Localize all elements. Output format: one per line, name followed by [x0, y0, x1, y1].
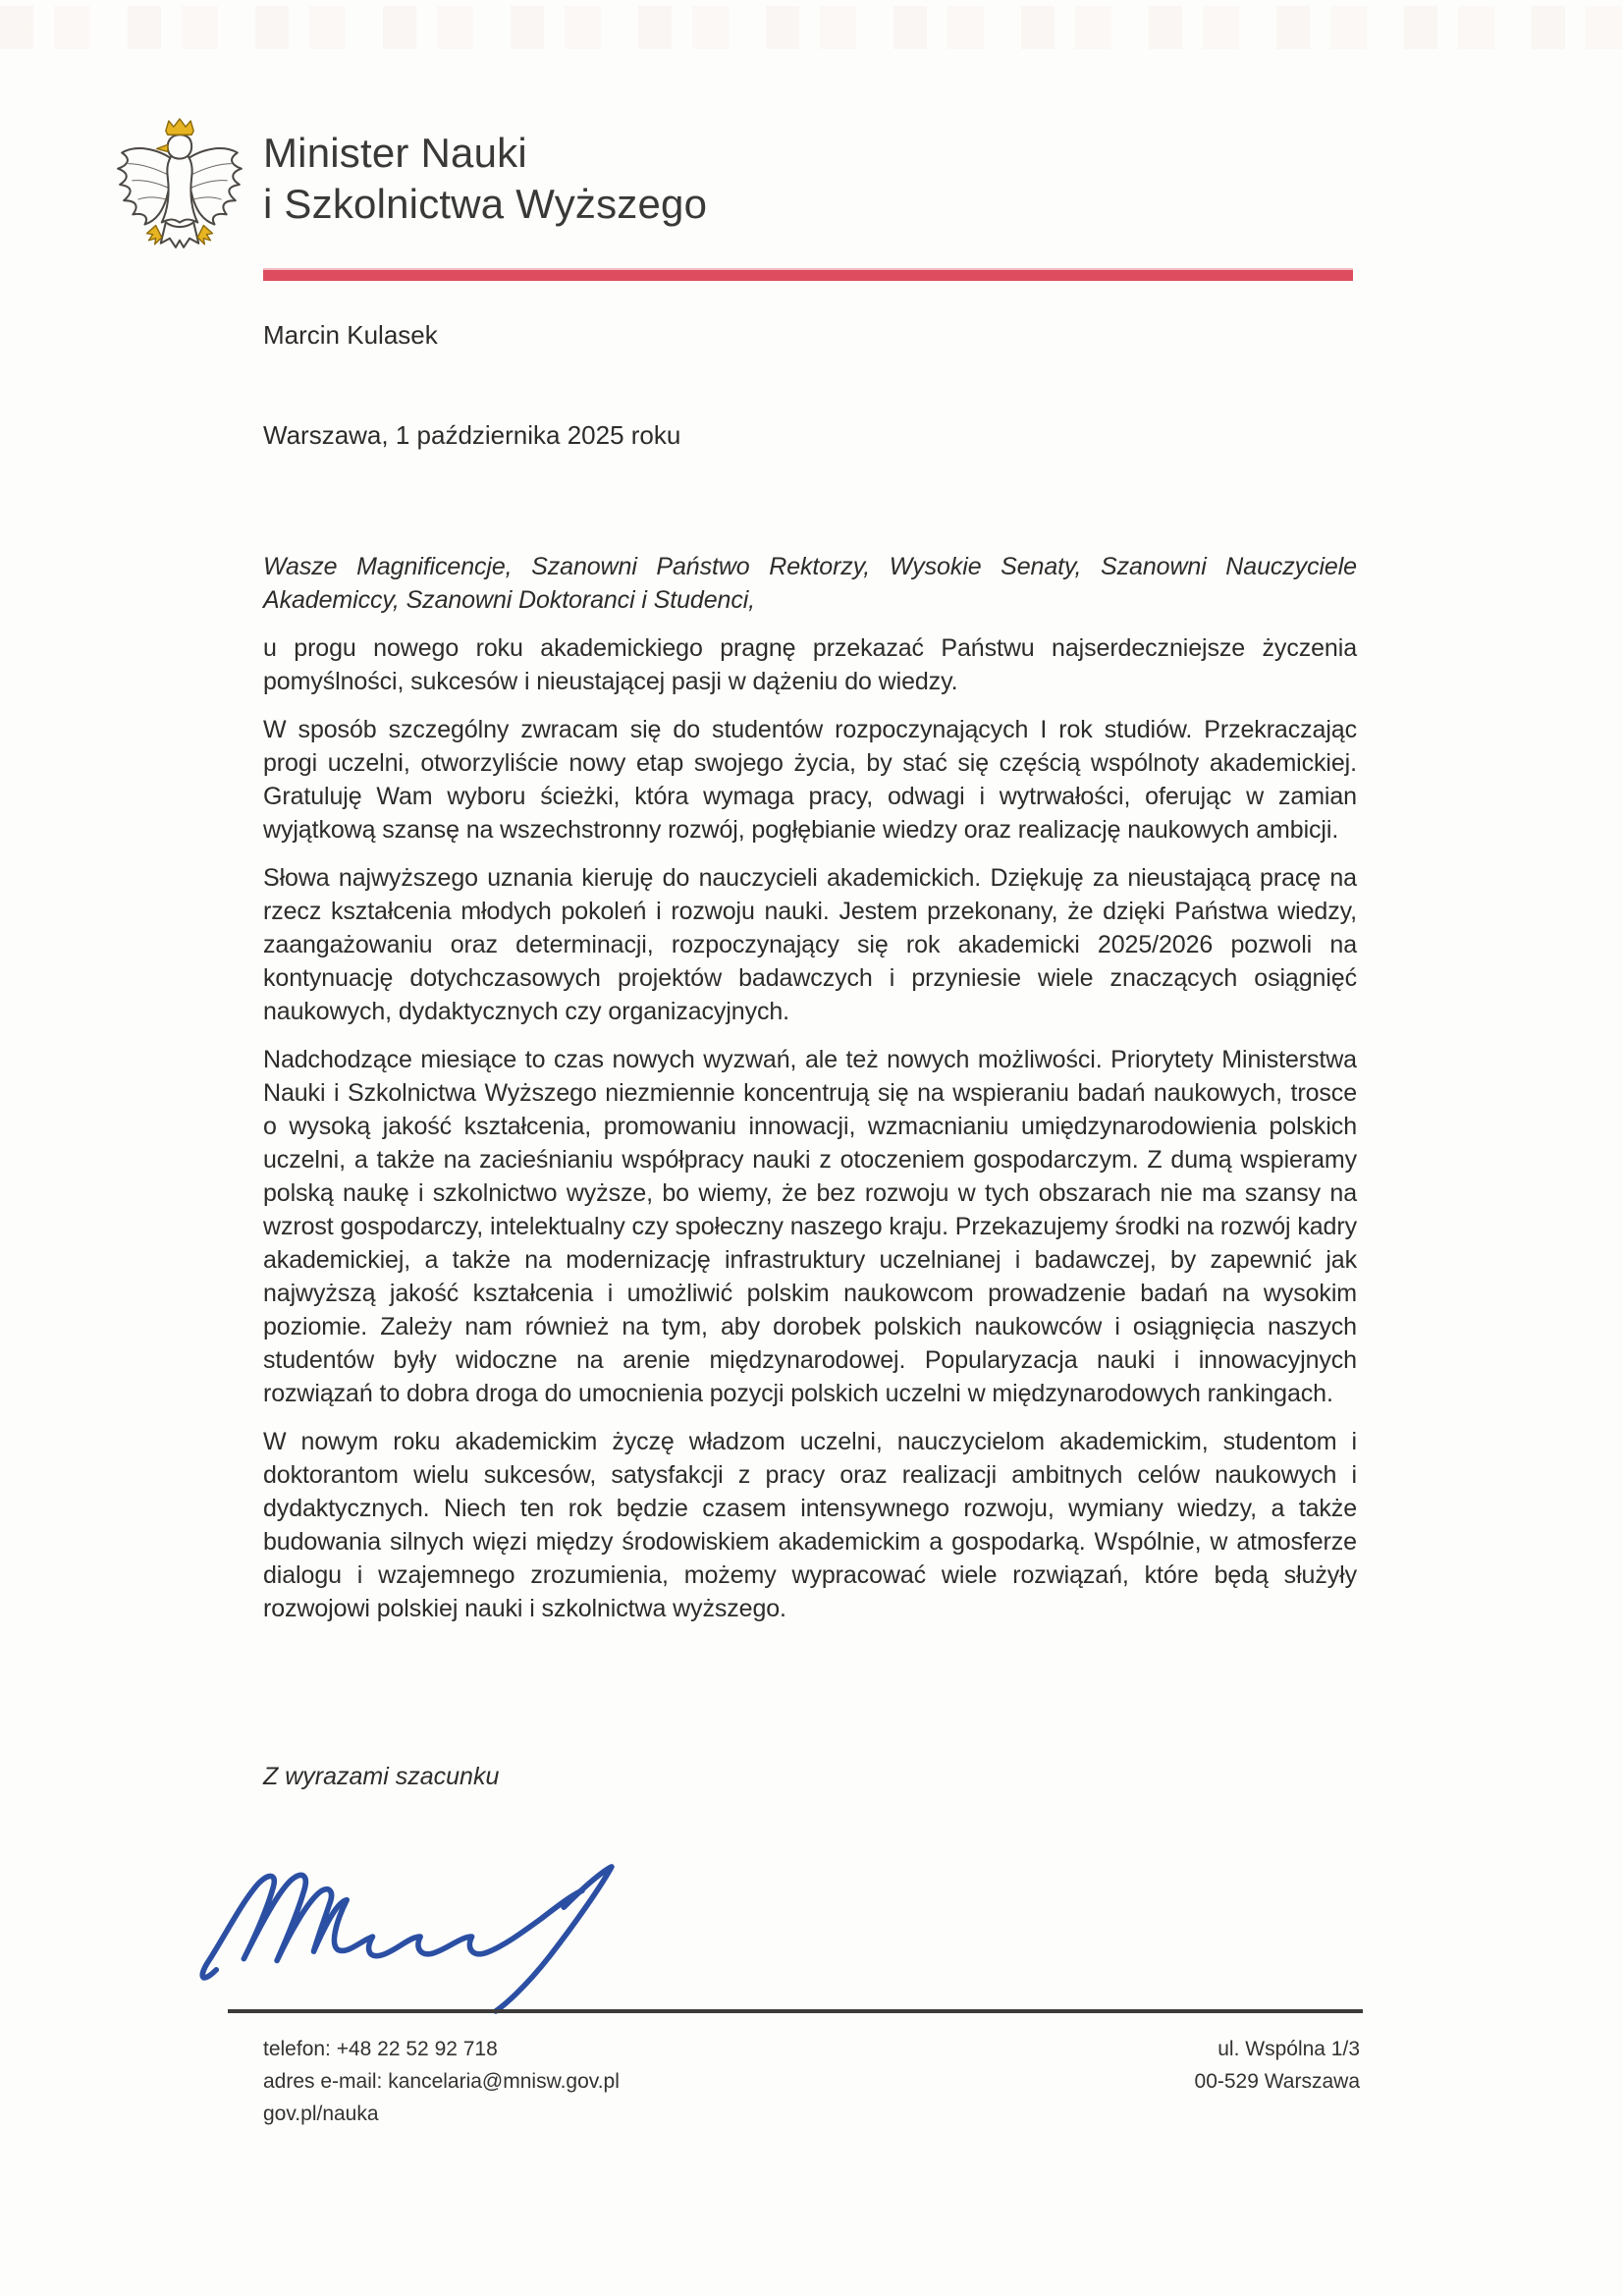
ministry-title-line2: i Szkolnictwa Wyższego [263, 181, 708, 227]
footer-contact-block [263, 2033, 620, 2130]
salutation: Wasze Magnificencje, Szanowni Państwo Rektorzy, Wysokie Senaty, Szanowni Nauczyciele Akademiccy, Szanowni Doktoranci i Studenci, [263, 553, 1357, 614]
footer-divider [228, 2009, 1363, 2013]
letter-body [263, 550, 1357, 1640]
closing-phrase: Z wyrazami szacunku [263, 1763, 500, 1790]
paragraph-wishes: W nowym roku akademickim życzę władzom uczelni, nauczycielom akademickim, studentom i doktorantom wielu sukcesów, satysfakcji z pracy oraz realizacji ambitnych celów naukowych i dydaktycznych. Niech ten rok będzie czasem intensywnego rozwoju, wymiany wiedzy, a także budowania silnych więzi między środowiskiem akademickim a gospodarką. Wspólnie, w atmosferze dialogu i wzajemnego zrozumienia, możemy wypracować wiele rozwiązań, które będą służyły rozwojowi polskiej nauki i szkolnictwa wyższego. [263, 1428, 1357, 1622]
footer-address-line2: 00-529 Warszawa [1194, 2070, 1360, 2093]
sender-name: Marcin Kulasek [263, 320, 438, 350]
paragraph-greeting: u progu nowego roku akademickiego pragnę przekazać Państwu najserdeczniejsze życzenia pomyślności, sukcesów i nieustającej pasji w dążeniu do wiedzy. [263, 634, 1357, 695]
footer-website: gov.pl/nauka [263, 2103, 379, 2125]
dateline: Warszawa, 1 października 2025 roku [263, 420, 681, 450]
footer-email: adres e-mail: kancelaria@mnisw.gov.pl [263, 2070, 620, 2093]
paragraph-students: W sposób szczególny zwracam się do studentów rozpoczynających I rok studiów. Przekraczając progi uczelni, otworzyliście nowy etap swojego życia, by stać się częścią wspólnoty akademickiej. Gratuluję Wam wyboru ścieżki, która wymaga pracy, odwagi i wytrwałości, oferując w zamian wyjątkową szansę na wszechstronny rozwój, pogłębianie wiedzy oraz realizację naukowych ambicji. [263, 716, 1357, 844]
paragraph-teachers: Słowa najwyższego uznania kieruję do nauczycieli akademickich. Dziękuję za nieustającą pracę na rzecz kształcenia młodych pokoleń i rozwoju nauki. Jestem przekonany, że dzięki Państwa wiedzy, zaangażowaniu oraz determinacji, rozpoczynający się rok akademicki 2025/2026 pozwoli na kontynuację dotychczasowych projektów badawczych i przyniesie wiele znaczących osiągnięć naukowych, dydaktycznych czy organizacyjnych. [263, 864, 1357, 1025]
footer-phone: telefon: +48 22 52 92 718 [263, 2038, 498, 2060]
signature-image [189, 1823, 685, 2025]
red-accent-rule [263, 268, 1353, 281]
paragraph-priorities: Nadchodzące miesiące to czas nowych wyzwań, ale też nowych możliwości. Priorytety Ministerstwa Nauki i Szkolnictwa Wyższego niezmiennie koncentrują się na wspieraniu badań naukowych, trosce o wysoką jakość kształcenia, promowaniu innowacji, wzmacnianiu umiędzynarodowienia polskich uczelni, a także na zacieśnianiu współpracy nauki z otoczeniem gospodarczym. Z dumą wspieramy polską naukę i szkolnictwo wyższe, bo wiemy, że bez rozwoju w tych obszarach nie ma szansy na wzrost gospodarczy, intelektualny czy społeczny naszego kraju. Przekazujemy środki na rozwój kadry akademickiej, a także na modernizację infrastruktury uczelnianej i badawczej, by zapewnić jak najwyższą jakość kształcenia i umożliwić polskim naukowcom prowadzenie badań na wysokim poziomie. Zależy nam również na tym, aby dorobek polskich naukowców i osiągnięcia naszych studentów były widoczne na arenie międzynarodowej. Popularyzacja nauki i innowacyjnych rozwiązań to dobra droga do umocnienia pozycji polskich uczelni w międzynarodowych rankingach. [263, 1046, 1357, 1407]
footer-address-line1: ul. Wspólna 1/3 [1217, 2038, 1360, 2060]
footer-address-block [1195, 2033, 1360, 2098]
ministry-title [263, 128, 707, 230]
ministry-title-line1: Minister Nauki [263, 130, 527, 176]
coat-of-arms-eagle-icon [110, 118, 249, 283]
scan-artifact-band [0, 6, 1623, 49]
